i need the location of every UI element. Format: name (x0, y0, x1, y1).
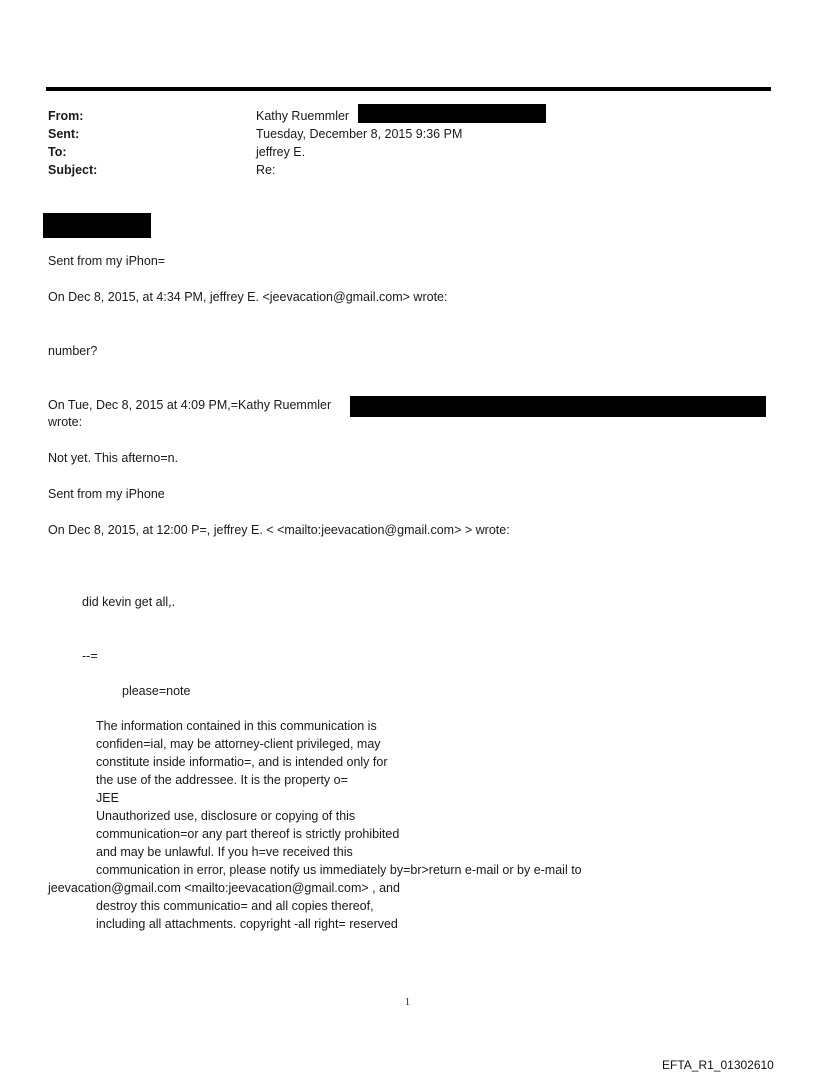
message-text: did kevin get all,. (82, 595, 176, 609)
disclaimer-line: constitute inside informatio=, and is intended only for (96, 755, 388, 769)
from-label: From: (48, 109, 84, 123)
disclaimer-line: The information contained in this communication is (96, 719, 377, 733)
from-value: Kathy Ruemmler (256, 109, 350, 123)
disclaimer-email-line: jeevacation@gmail.com <mailto:jeevacation@gmail.com> , and (48, 881, 400, 895)
subject-label: Subject: (48, 163, 98, 177)
disclaimer-line: the use of the addressee. It is the property o= (96, 773, 348, 787)
sent-from-line: Sent from my iPhon= (48, 254, 166, 268)
signature-separator: --= (82, 649, 98, 663)
disclaimer-line: including all attachments. copyright -all right= reserved (96, 917, 398, 931)
message-text: Not yet. This afterno=n. (48, 451, 179, 465)
sent-from-line: Sent from my iPhone (48, 487, 165, 501)
disclaimer-line: Unauthorized use, disclosure or copying of this (96, 809, 356, 823)
please-note: please=note (122, 684, 191, 698)
subject-value: Re: (256, 163, 276, 177)
disclaimer-line: and may be unlawful. If you h=ve received this (96, 845, 353, 859)
quote-header-continued: wrote: (48, 415, 83, 429)
sent-value: Tuesday, December 8, 2015 9:36 PM (256, 127, 463, 141)
disclaimer-line: confiden=ial, may be attorney-client privileged, may (96, 737, 381, 751)
to-label: To: (48, 145, 67, 159)
quote-header: On Dec 8, 2015, at 4:34 PM, jeffrey E. <jeevacation@gmail.com> wrote: (48, 290, 448, 304)
header-rule (46, 87, 771, 91)
quote-header: On Dec 8, 2015, at 12:00 P=, jeffrey E. < <mailto:jeevacation@gmail.com> > wrote: (48, 523, 510, 537)
sent-label: Sent: (48, 127, 80, 141)
message-text: number? (48, 344, 98, 358)
disclaimer-line: communication=or any part thereof is strictly prohibited (96, 827, 400, 841)
disclaimer-line: destroy this communicatio= and all copies thereof, (96, 899, 374, 913)
quote-header: On Tue, Dec 8, 2015 at 4:09 PM,=Kathy Ruemmler (48, 398, 332, 412)
redaction-box (358, 104, 546, 123)
disclaimer-line: JEE (96, 791, 119, 805)
disclaimer-line: communication in error, please notify us immediately by=br>return e-mail or by e-mail to (96, 863, 582, 877)
redaction-box (43, 213, 151, 238)
document-id: EFTA_R1_01302610 (662, 1058, 774, 1072)
page-number: 1 (405, 997, 410, 1008)
redaction-box (350, 396, 766, 417)
to-value: jeffrey E. (256, 145, 306, 159)
